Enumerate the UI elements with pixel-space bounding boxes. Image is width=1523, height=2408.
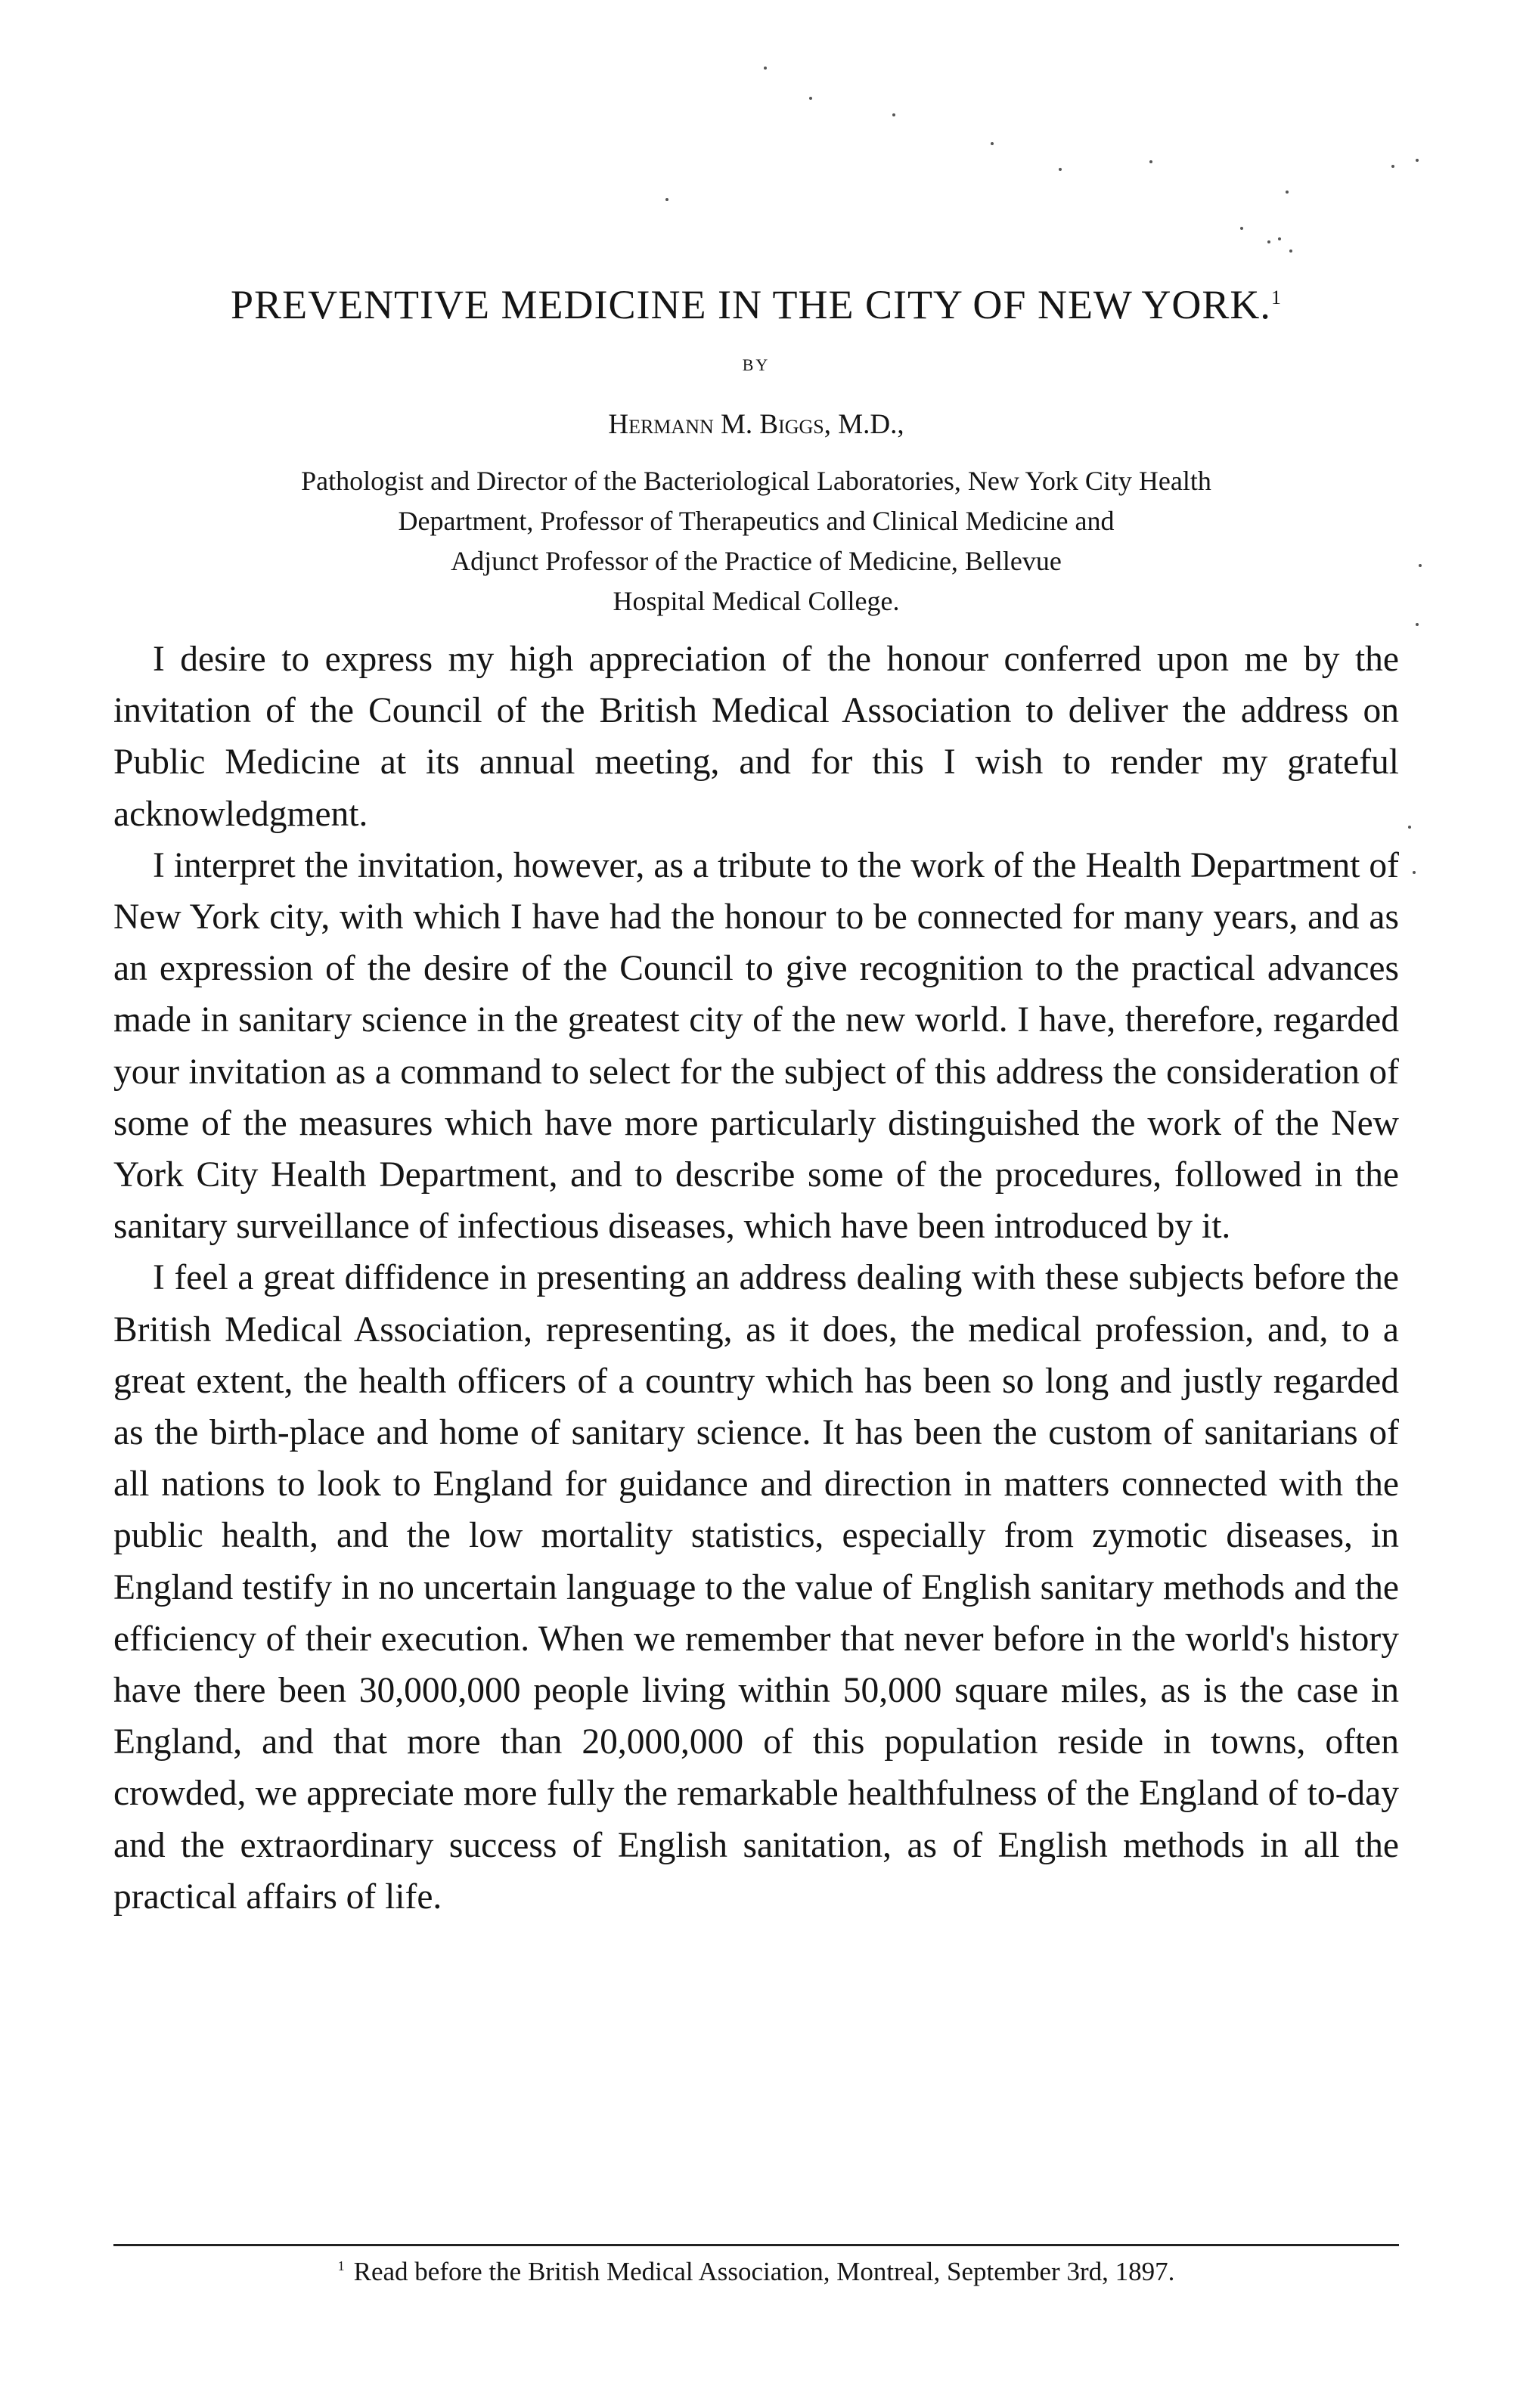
- body-paragraph: I interpret the invitation, however, as a tribute to the work of the Health Department of New York city, with which I have had the honour to be connected for many years, and as an expression of the desire of the Council to give recognition to the practical advances made in sanitary science in the greatest city of the new world. I have, therefore, regarded your invitation as a command to select for the subject of this address the consideration of some of the measures which have more particularly distinguished the work of the New York City Health Department, and to describe some of the procedures, followed in the sanitary surveillance of infectious diseases, which have been introduced by it.: [113, 845, 1399, 1247]
- footnote-text: Read before the British Medical Association, Montreal, September 3rd, 1897.: [353, 2257, 1175, 2286]
- scan-speck: [1278, 237, 1281, 240]
- article-title-text: PREVENTIVE MEDICINE IN THE CITY OF NEW YORK.: [231, 282, 1271, 327]
- title-footnote-marker: 1: [1270, 287, 1282, 308]
- scan-speck: [1059, 168, 1062, 171]
- author-affiliation: [113, 461, 1399, 621]
- byline: BY: [742, 355, 771, 374]
- scan-speck: [892, 113, 895, 116]
- scan-speck: [764, 67, 767, 70]
- scan-speck: [1416, 159, 1419, 162]
- scan-speck: [991, 142, 994, 145]
- scan-speck: [1413, 871, 1416, 874]
- scan-speck: [1267, 240, 1270, 243]
- footnote: [113, 2257, 1399, 2287]
- affiliation-line: Department, Professor of Therapeutics and Clinical Medicine and: [398, 506, 1115, 536]
- scan-speck: [1419, 564, 1422, 567]
- body-paragraph: I feel a great diffidence in presenting an address dealing with these subjects before the British Medical Association, representing, as it does, the medical profession, and, to a great extent, the health officers of a country which has been so long and justly regarded as the birth-place and home of sanitary science. It has been the custom of sanitarians of all nations to look to England for guidance and direction in matters connected with the public health, and the low mortality statistics, especially from zymotic diseases, in England testify in no uncertain language to the value of English sanitary methods and the efficiency of their execution. When we remember that never before in the world's history have there been 30,000,000 people living within 50,000 square miles, as is the case in England, and that more than 20,000,000 of this population reside in towns, often crowded, we appreciate more fully the remarkable healthfulness of the England of to-day and the extraordinary success of English sanitation, as of English methods in all the practical affairs of life.: [113, 1258, 1399, 1917]
- article-title: [113, 281, 1399, 328]
- affiliation-line: Pathologist and Director of the Bacteriological Laboratories, New York City Health: [301, 466, 1211, 496]
- scan-speck: [1391, 165, 1394, 168]
- affiliation-line: Hospital Medical College.: [613, 586, 900, 616]
- scan-speck: [809, 97, 812, 100]
- scan-speck: [665, 198, 668, 201]
- scan-speck: [1149, 160, 1152, 163]
- scan-speck: [1286, 191, 1289, 194]
- footnote-divider: [113, 2244, 1399, 2246]
- scan-speck: [1289, 249, 1292, 253]
- scan-speck: [1240, 227, 1243, 230]
- scan-speck: [1408, 826, 1411, 829]
- author-name: Hermann M. Biggs, M.D.,: [608, 409, 904, 440]
- body-paragraph: I desire to express my high appreciation of the honour conferred upon me by the invitation of the Council of the British Medical Association to deliver the address on Public Medicine at its annual meeting, and for this I wish to render my grateful acknowledgment.: [113, 640, 1399, 834]
- affiliation-line: Adjunct Professor of the Practice of Medicine, Bellevue: [451, 546, 1062, 576]
- article-body: [113, 634, 1399, 1923]
- scan-speck: [1416, 623, 1419, 626]
- footnote-marker: 1: [337, 2258, 345, 2274]
